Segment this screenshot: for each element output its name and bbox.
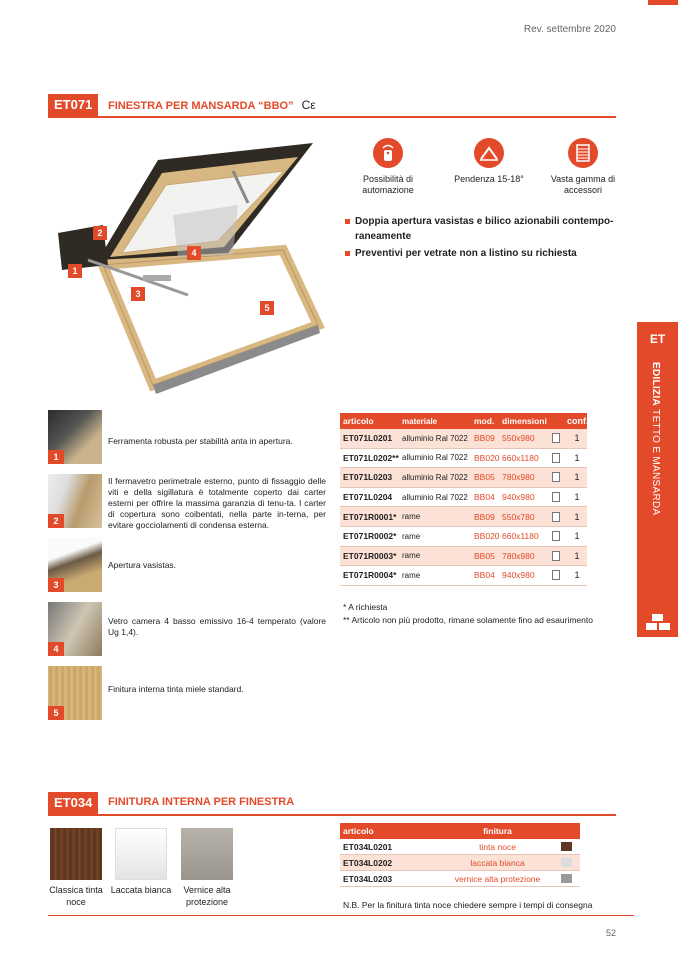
finish-header [48, 792, 616, 820]
table-header: articolo finitura [340, 823, 580, 839]
feature-bullets [345, 214, 625, 263]
table-row: ET034L0201 tinta noce [340, 839, 580, 855]
table-row: ET071R0002* rame BB020 660x1180 1 [340, 527, 587, 547]
bricks-icon [645, 613, 671, 631]
swatch-label: Classica tinta noce [49, 885, 103, 907]
feature-slope: Pendenza 15-18° [449, 138, 529, 185]
swatch-label: Vernice alta protezione [183, 885, 231, 907]
table-row: ET071L0202** alluminio Ral 7022 BB020 660x1180 1 [340, 449, 587, 469]
table-row: ET071L0204 alluminio Ral 7022 BB04 940x980 1 [340, 488, 587, 508]
ce-mark: Cε [301, 98, 316, 112]
bullet-item: Doppia apertura vasistas e bilico azionabili contempo-raneamente [345, 214, 625, 244]
order-checkbox[interactable] [550, 531, 567, 541]
bullet-item: Preventivi per vetrate non a listino su richiesta [345, 246, 625, 261]
product-code: ET071 [48, 94, 98, 116]
finish-title: FINITURA INTERNA PER FINESTRA [108, 796, 295, 808]
table-row: ET071L0201 alluminio Ral 7022 BB09 550x980 1 [340, 429, 587, 449]
product-title: FINESTRA PER MANSARDA “BBO” Cε [108, 98, 316, 112]
table-header: articolo materiale mod. dimensioni conf. [340, 413, 587, 429]
category-code: ET [649, 332, 666, 346]
table-row: ET071R0001* rame BB09 550x780 1 [340, 507, 587, 527]
detail-thumb: 2 [48, 474, 102, 528]
swatch-varnish [181, 828, 233, 880]
roof-slope-icon [474, 138, 504, 168]
remote-control-icon [373, 138, 403, 168]
order-checkbox[interactable] [550, 551, 567, 561]
table-row: ET071R0003* rame BB05 780x980 1 [340, 547, 587, 567]
finish-code: ET034 [48, 792, 98, 814]
page-number: 52 [605, 928, 616, 938]
callout-1: 1 [68, 264, 82, 278]
corner-accent [648, 0, 678, 5]
product-header [48, 94, 616, 122]
finish-table [340, 823, 580, 887]
note-discontinued: ** Articolo non più prodotto, rimane solamente fino ad esaurimento [343, 615, 593, 625]
callout-3: 3 [131, 287, 145, 301]
callout-4: 4 [187, 246, 201, 260]
callout-2: 2 [93, 226, 107, 240]
order-checkbox[interactable] [550, 453, 567, 463]
table-notes [343, 601, 593, 627]
detail-thumb: 5 [48, 666, 102, 720]
roof-window-image [48, 135, 338, 400]
order-checkbox[interactable] [550, 570, 567, 580]
swatch-label: Laccata bianca [110, 885, 172, 895]
category-label: EDILIZIA TETTO E MANSARDA [650, 362, 661, 516]
detail-thumb: 3 [48, 538, 102, 592]
detail-thumb: 4 [48, 602, 102, 656]
detail-thumb: 1 [48, 410, 102, 464]
swatch-white [115, 828, 167, 880]
finish-note: N.B. Per la finitura tinta noce chiedere sempre i tempi di consegna [343, 900, 593, 910]
table-row: ET071R0004* rame BB04 940x980 1 [340, 566, 587, 586]
finish-color-chip [561, 842, 572, 851]
feature-automation: Possibilità di automazione [348, 138, 428, 196]
revision-date: Rev. settembre 2020 [523, 24, 616, 35]
table-row: ET034L0202 laccata bianca [340, 855, 580, 871]
category-side-tab [637, 322, 678, 637]
order-checkbox[interactable] [550, 472, 567, 482]
table-row: ET071L0203 alluminio Ral 7022 BB05 780x980 1 [340, 468, 587, 488]
order-checkbox[interactable] [550, 512, 567, 522]
order-checkbox[interactable] [550, 492, 567, 502]
header-rule [48, 814, 616, 816]
note-on-request: * A richiesta [343, 602, 388, 612]
order-checkbox[interactable] [550, 433, 567, 443]
footer-rule [48, 915, 634, 916]
feature-accessories: Vasta gamma di accessori [543, 138, 623, 196]
table-row: ET034L0203 vernice alta protezione [340, 871, 580, 887]
callout-5: 5 [260, 301, 274, 315]
finish-color-chip [561, 874, 572, 883]
articles-table [340, 413, 587, 586]
accessories-icon [568, 138, 598, 168]
swatch-walnut [50, 828, 102, 880]
finish-color-chip [561, 858, 572, 867]
header-rule [48, 116, 616, 118]
